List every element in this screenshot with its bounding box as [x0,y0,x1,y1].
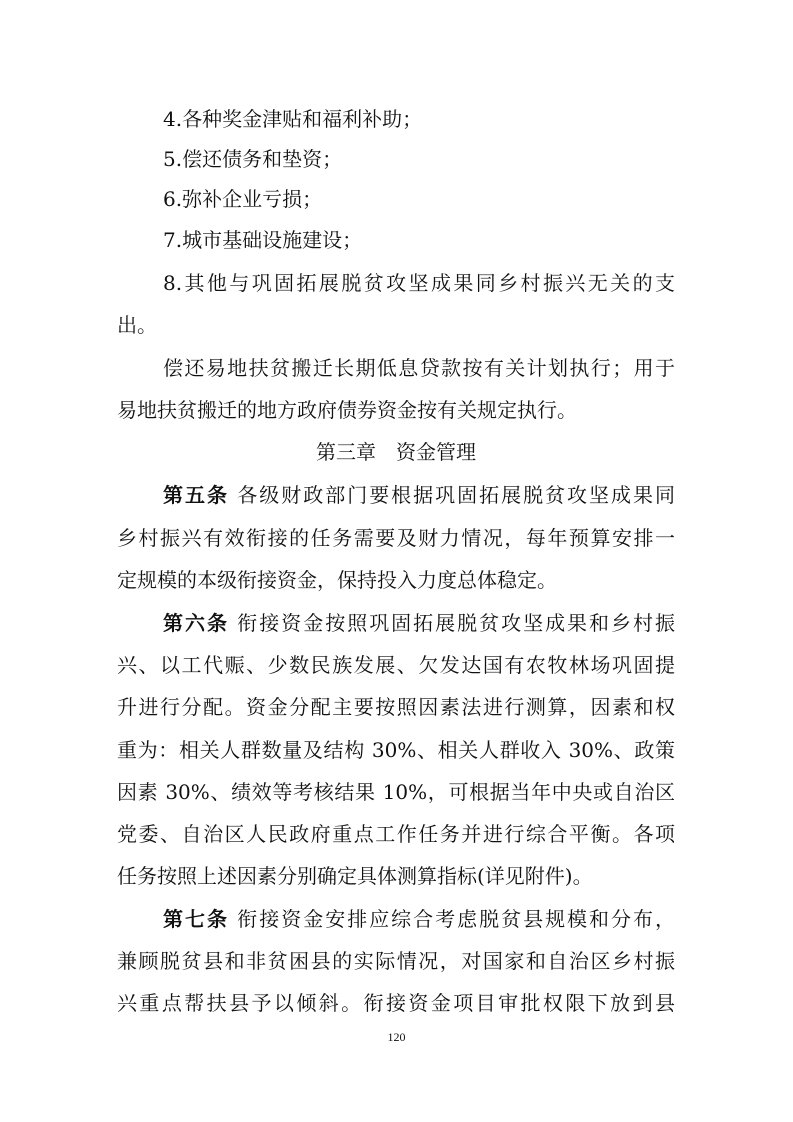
article-6-line3: 升进行分配。资金分配主要按照因素法进行测算，因素和权 [117,695,675,719]
list-item-5: 5.偿还债务和垫资； [163,147,343,171]
article-5-text1: 各级财政部门要根据巩固拓展脱贫攻坚成果同 [237,483,675,507]
list-item-8-line1: 8.其他与巩固拓展脱贫攻坚成果同乡村振兴无关的支 [163,271,675,295]
article-5-line1 [163,482,675,508]
article-6-line4: 重为：相关人群数量及结构 30%、相关人群收入 30%、政策 [117,738,675,762]
article-6-line2: 兴、以工代赈、少数民族发展、欠发达国有农牧林场巩固提 [117,653,675,677]
article-7-label: 第七条 [163,907,229,931]
article-5-line2: 乡村振兴有效衔接的任务需要及财力情况，每年预算安排一 [117,526,675,550]
article-6-text1: 衔接资金按照巩固拓展脱贫攻坚成果和乡村振 [237,611,675,635]
article-6-line5: 因素 30%、绩效等考核结果 10%，可根据当年中央或自治区 [117,780,675,804]
page-number: 120 [387,1030,406,1044]
article-7-line2: 兼顾脱贫县和非贫困县的实际情况，对国家和自治区乡村振 [117,949,675,973]
article-7-line3: 兴重点帮扶县予以倾斜。衔接资金项目审批权限下放到县 [117,991,675,1015]
list-item-6: 6.弥补企业亏损； [163,187,323,211]
list-item-8-line2: 出。 [117,313,157,337]
article-6-label: 第六条 [163,611,229,635]
chapter-title: 第三章 资金管理 [316,440,476,464]
article-6-line7: 任务按照上述因素分别确定具体测算指标(详见附件)。 [117,864,593,888]
article-5-line3: 定规模的本级衔接资金，保持投入力度总体稳定。 [117,568,557,592]
article-6-line6: 党委、自治区人民政府重点工作任务并进行综合平衡。各项 [117,822,675,846]
article-5-label: 第五条 [163,483,229,507]
article-7-text1: 衔接资金安排应综合考虑脱贫县规模和分布， [237,907,675,931]
article-7-line1 [163,906,675,932]
repay-note-line1: 偿还易地扶贫搬迁长期低息贷款按有关计划执行；用于 [163,356,675,380]
article-6-line1 [163,610,675,636]
list-item-7: 7.城市基础设施建设； [163,228,363,252]
list-item-4: 4.各种奖金津贴和福利补助； [163,107,423,131]
repay-note-line2: 易地扶贫搬迁的地方政府债券资金按有关规定执行。 [117,398,577,422]
